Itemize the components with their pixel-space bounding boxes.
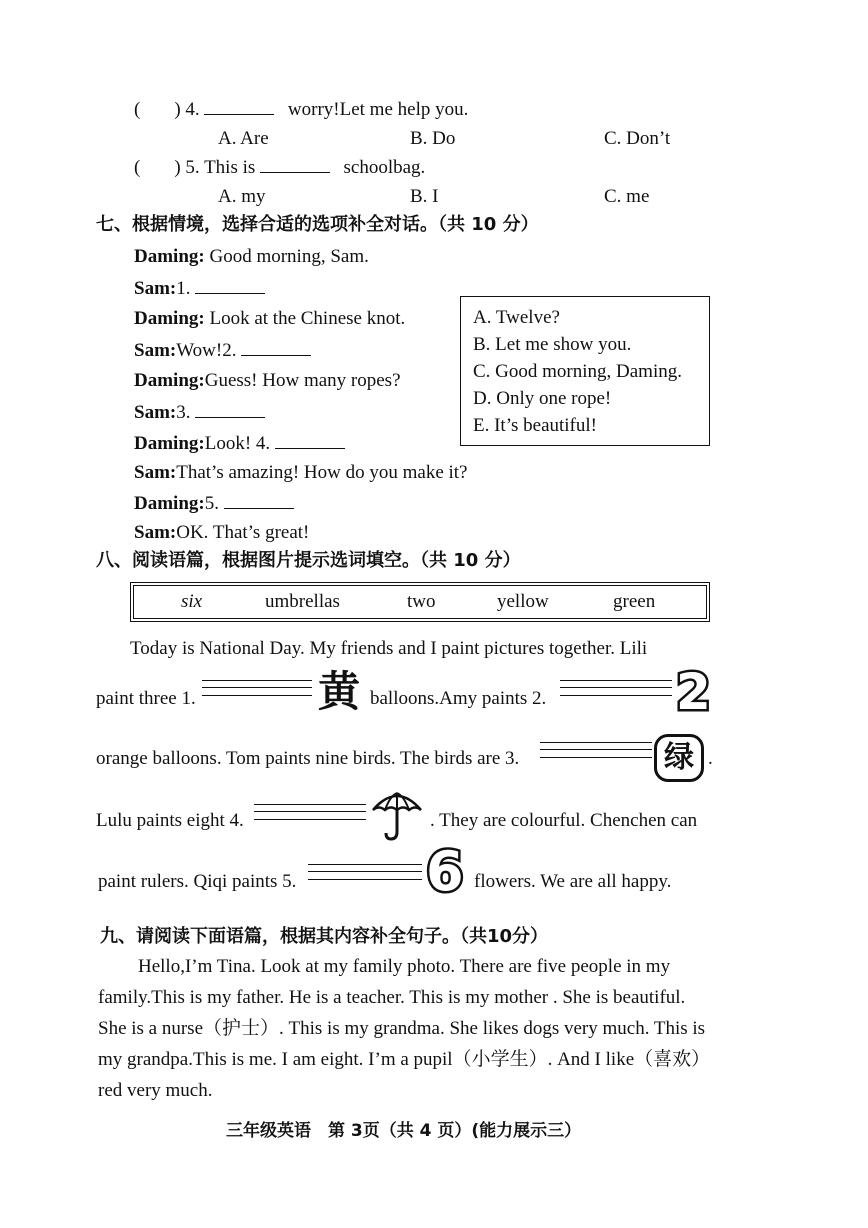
q4-row [134, 98, 468, 121]
yellow-character-image: 黄 [318, 667, 361, 716]
q5-blank[interactable] [260, 156, 330, 173]
dialog-line [134, 492, 294, 515]
q4-paren-close: ) [174, 99, 181, 120]
dialog-line [134, 277, 265, 300]
story-text: Lulu paints eight 4. [96, 810, 244, 831]
option-e: E. It’s beautiful! [473, 415, 597, 436]
q5-option-b: B. I [410, 186, 439, 207]
dialog-text: That’s amazing! How do you make it? [176, 462, 468, 483]
q5-row [134, 156, 425, 179]
q5-option-a: A. my [218, 186, 266, 207]
number-two-image: 2 [676, 663, 711, 721]
word-bank-item: umbrellas [265, 591, 340, 612]
dialog-line [134, 462, 468, 484]
q5-number: 5. This is [185, 157, 256, 178]
word-bank-item: two [407, 591, 436, 612]
dialog-text: 1. [176, 278, 191, 299]
speaker: Daming: [134, 246, 205, 267]
q4-text: worry!Let me help you. [287, 99, 469, 120]
dialog-line [134, 432, 345, 455]
story-text: balloons.Amy paints 2. [370, 688, 547, 709]
number-six-image: 6 [426, 840, 464, 903]
story-text: flowers. We are all happy. [474, 871, 672, 892]
passage-line: She is a nurse（护士）. This is my grandma. She likes dogs very much. This is [98, 1018, 706, 1039]
passage-line: Hello,I’m Tina. Look at my family photo. There are five people in my [138, 956, 671, 977]
passage-line: red very much. [98, 1080, 213, 1101]
story-text: orange balloons. Tom paints nine birds. The birds are 3. [96, 748, 520, 769]
dialog-line [134, 370, 401, 392]
umbrella-icon [370, 788, 424, 842]
dialog-text: Look! 4. [204, 433, 271, 454]
dialog-text: 3. [176, 402, 191, 423]
dialog-blank-4[interactable] [275, 432, 345, 449]
options-box [460, 296, 710, 446]
speaker: Sam: [134, 278, 177, 299]
passage-line: family.This is my father. He is a teacher. This is my mother . She is beautiful. [98, 987, 686, 1008]
dialog-blank-5[interactable] [224, 492, 294, 509]
speaker: Daming: [134, 493, 205, 514]
word-bank [130, 582, 710, 622]
q4-paren: ( [134, 99, 141, 120]
speaker: Daming: [134, 433, 205, 454]
dialog-blank-2[interactable] [241, 339, 311, 356]
answer-blank-3[interactable] [540, 742, 652, 758]
q5-option-c: C. me [604, 186, 650, 207]
q4-option-b: B. Do [410, 128, 456, 149]
dialog-line [134, 246, 369, 268]
dialog-line [134, 339, 311, 362]
dialog-blank-3[interactable] [195, 401, 265, 418]
section8-heading: 八、阅读语篇，根据图片提示选词填空。（共 10 分） [96, 550, 521, 571]
story-text: paint three 1. [96, 688, 196, 709]
dialog-text: Wow!2. [176, 340, 237, 361]
word-bank-item: yellow [497, 591, 549, 612]
speaker: Sam: [134, 462, 177, 483]
speaker: Sam: [134, 402, 177, 423]
option-a: A. Twelve? [473, 307, 560, 328]
story-text: . [708, 748, 713, 769]
option-d: D. Only one rope! [473, 388, 612, 409]
q5-text: schoolbag. [343, 157, 426, 178]
section9-heading: 九、请阅读下面语篇，根据其内容补全句子。（共10分） [100, 926, 549, 947]
q4-option-a: A. Are [218, 128, 269, 149]
q4-option-c: C. Don’t [604, 128, 671, 149]
dialog-text: Guess! How many ropes? [204, 370, 401, 391]
q4-blank[interactable] [204, 98, 274, 115]
q4-number: 4. [185, 99, 200, 120]
speaker: Daming: [134, 308, 205, 329]
option-b: B. Let me show you. [473, 334, 632, 355]
option-c: C. Good morning, Daming. [473, 361, 682, 382]
story-intro: Today is National Day. My friends and I paint pictures together. Lili [130, 638, 648, 659]
dialog-text: Good morning, Sam. [204, 246, 369, 267]
dialog-text: OK. That’s great! [176, 522, 310, 543]
speaker: Daming: [134, 370, 205, 391]
speaker: Sam: [134, 522, 177, 543]
answer-blank-5[interactable] [308, 864, 422, 880]
dialog-line [134, 308, 405, 330]
word-bank-item: six [181, 591, 203, 612]
story-text: . They are colourful. Chenchen can [430, 810, 698, 831]
page-footer: 三年级英语 第 3页（共 4 页）(能力展示三） [226, 1121, 582, 1141]
word-bank-item: green [613, 591, 656, 612]
dialog-line [134, 401, 265, 424]
answer-blank-4[interactable] [254, 804, 366, 820]
q5-paren: ( [134, 157, 141, 178]
story-text: paint rulers. Qiqi paints 5. [98, 871, 297, 892]
green-character-image: 绿 [654, 734, 704, 782]
answer-blank-2[interactable] [560, 680, 672, 696]
section7-heading: 七、根据情境，选择合适的选项补全对话。（共 10 分） [96, 214, 539, 235]
dialog-blank-1[interactable] [195, 277, 265, 294]
dialog-text: 5. [204, 493, 219, 514]
dialog-line [134, 522, 309, 544]
speaker: Sam: [134, 340, 177, 361]
passage-line: my grandpa.This is me. I am eight. I’m a pupil（小学生）. And I like（喜欢） [98, 1049, 711, 1070]
answer-blank-1[interactable] [202, 680, 312, 696]
dialog-text: Look at the Chinese knot. [204, 308, 406, 329]
q5-paren-close: ) [174, 157, 181, 178]
